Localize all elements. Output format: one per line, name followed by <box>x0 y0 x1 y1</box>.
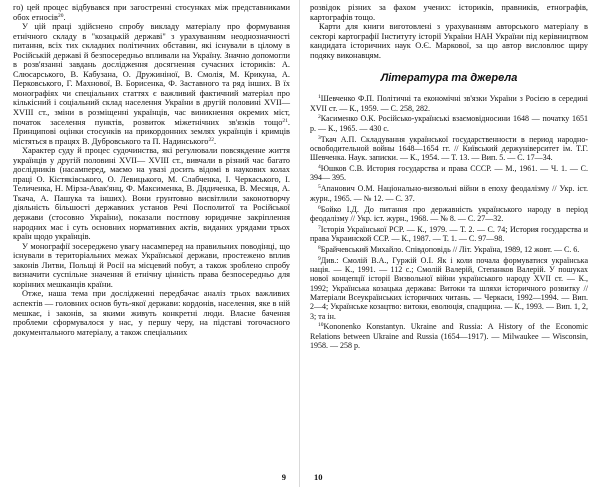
right-page-intro <box>310 3 588 60</box>
paragraph-text: Отже, наша тема при дослідженні передбачає аналіз трьох важливих аспектів — головних основ буть-якої держави: кордонів, населення, яке в ній мешкає, і законів, за якими живуть конкретні люди. Власне бачення проблеми сформувалося у нас, у першу черу, на підставі тогочасного документального матеріалу, а також спеціальних <box>13 289 290 337</box>
footnote-marker: 21 <box>282 117 288 124</box>
reference-number: 3 <box>318 134 321 141</box>
reference-text: Касименко О.К. Російсько-українські взаємовідносини 1648 — початку 1651 р. — К., 1965. — 430 с. <box>310 114 588 133</box>
reference-number: 7 <box>318 224 321 231</box>
body-paragraph <box>13 146 290 241</box>
right-page <box>300 0 600 487</box>
paragraph-text: . Принципові оцінки стосунків на прикордонних землях українців і кримців містяться в працях В. Дубровського та П. Надинського <box>13 117 290 146</box>
reference-number: 9 <box>318 255 321 262</box>
reference-item <box>310 322 588 350</box>
body-paragraph <box>13 289 290 337</box>
reference-number: 1 <box>318 94 321 101</box>
reference-text: Див.: Смолій В.А., Гуржій О.І. Як і коли почала формуватися українська нація. — К., 1991. — 112 с.; Смолій Валерій, Степанков Валерій. У пошуках нової концепції історії Визвольної війни українського народу XVII ст. — К., 1992; Українська козацька держава: Витоки та шляхи історичного розвитку // Матеріали Всеукраїнських історичних читань. — Черкаси, 1992—1994. — Вип. 2—4; Українське козацтво: витоки, еволюція, спадщина. — К., 1993. — Вип. 1, 2, 3; та ін. <box>310 255 588 321</box>
reference-item <box>310 256 588 321</box>
left-page-number: 9 <box>281 472 286 482</box>
reference-number: 10 <box>318 322 324 329</box>
paragraph-text: . <box>214 136 217 146</box>
paragraph-text: Карти для книги виготовлені з урахуванням авторського матеріалу в секторі картографії Інституту історії України НАН України під керівництвом кандидата історичних наук О.Є. Маркової, за що автор висловлює щиру подяку виконавцям. <box>310 22 588 60</box>
paragraph-text: го) цей процес відбувався при загостренні стосунках між представниками обох етносів <box>13 3 290 22</box>
reference-number: 8 <box>318 244 321 251</box>
reference-text: Шевченко Ф.П. Політичні та економічні зв'язки України з Росією в середині XVII ст. — К., 1959. — С. 258, 282. <box>310 94 588 113</box>
reference-number: 6 <box>318 204 321 211</box>
reference-text: Kononenko Konstantyn. Ukraine and Russia: A History of the Economic Relations between Ukraine and Russia (1654—1917). — Milwaukee — Wisconsin, 1958. — 258 p. <box>310 322 588 351</box>
reference-item <box>310 245 588 254</box>
body-paragraph <box>13 22 290 146</box>
reference-item <box>310 114 588 133</box>
reference-text: Апанович О.М. Національно-визвольні війни в епоху феодалізму // Укр. іст. журн., 1965. — № 12. — С. 37. <box>310 184 588 203</box>
footnote-marker: 20 <box>57 12 64 19</box>
body-paragraph <box>13 3 290 22</box>
section-title: Література та джерела <box>380 72 518 85</box>
reference-text: Ткач А.П. Складування української государственности в период народно-освободительной войны 1648—1654 гг. // Київський держуніверситет ім. Т.Г. Шевченка. Наук. записки. — К., 1954. — Т. 13. — Вип. 5. — С. 17—34. <box>310 134 588 163</box>
reference-item <box>310 94 588 113</box>
reference-item <box>310 164 588 183</box>
right-page-number: 10 <box>314 472 323 482</box>
reference-text: Брайчевський Михайло. Співдоповідь // Літ. Україна, 1989, 12 жовт. — С. 6. <box>320 244 580 254</box>
reference-text: Юшков С.В. История государства и права СССР. — М., 1961. — Ч. 1. — С. 394— 395. <box>310 164 588 183</box>
reference-item <box>310 205 588 224</box>
body-paragraph <box>13 242 290 290</box>
paragraph-text: . <box>63 12 66 22</box>
reference-list <box>310 94 588 350</box>
paragraph-text: Характер суду й процес судочинства, які регулювали повсякденне життя українців у другій половині XVII— XVIII ст., вивчали в різний час багато дослідників (насамперед, маємо на увазі досить відомі в наукових колах праці О. Кістяківського, О. Левицького, М. Слабченка, І. Черкаського, І. Теличенка, Н. Мірза-Авак'янц, Ф. Максименка, В. Дядиченка, В. Месяця, А. Ткача, А. Пашука та інших). Вони грунтовно висвітлили законотворчу діяльність більшості державних установ Речі Посполитої та Російської держави (стосовно України), показали постпову юридичне закріплення народних мас і суть основних нормативних актів, виданих урядами трьох країн щодо українців. <box>13 146 290 242</box>
left-page-body <box>13 3 290 337</box>
body-paragraph <box>310 22 588 60</box>
reference-text: Бойко І.Д. До питання про державність українського народу в період феодалізму // Укр. іст. журн., 1968. — № 8. — С. 27—32. <box>310 204 588 223</box>
reference-item <box>310 225 588 244</box>
paragraph-text: У цій праці здійснено спробу викладу матеріалу про формування етнічного складу в "козацькій державі" з урахуванням неоднозначності питання, всіх тих складних політичних обставин, які існували в цілому в Російській державі й безпосередньо впливали на Україну. Значно допомогли в розв'язанні завдань дослідження досягнення сучасних істориків: А. Слюсарського, В. Кабузана, О. Дружиніної, В. Смолія, М. Крикуна, А. Перковського, Г. Махнової, В. Борисенка, Ф. Заставного та ряд інших. В їх монографіях чи спеціальних статтях є важливий фактичний матеріал про кількісний і соціальний склад населення України в другій половині XVII— XVIII ст., зміни в розміщенні українців, час виникнення окремих міст, початок заселення пунктів, розвиток міжетнічних зв'язків тощо <box>13 22 290 127</box>
reference-text: Історія Української РСР. — К., 1979. — Т. 2. — С. 74; История государства и права Украинской ССР. — К., 1987. — Т. 1. — С. 97—98. <box>310 224 588 243</box>
paragraph-text: розвідок різних за фахом учених: істориків, правників, етнографів, картографів тощо. <box>310 3 588 22</box>
reference-item <box>310 184 588 203</box>
reference-item <box>310 135 588 163</box>
reference-number: 2 <box>318 114 321 121</box>
reference-number: 5 <box>318 184 321 191</box>
reference-number: 4 <box>318 164 321 171</box>
paragraph-text: У монографії зосереджено увагу насамперед на правильних поводінці, що існували в територіальних межах Української держави, простежено вплив законів Литви, Польщі й Росії на місцевий побут, а також зроблено спробу визначити суспільне значення й етнічну цінність права безпосередньо для корінних мешканців країни. <box>13 241 290 289</box>
footnote-marker: 22 <box>208 136 214 143</box>
body-paragraph <box>310 3 588 22</box>
